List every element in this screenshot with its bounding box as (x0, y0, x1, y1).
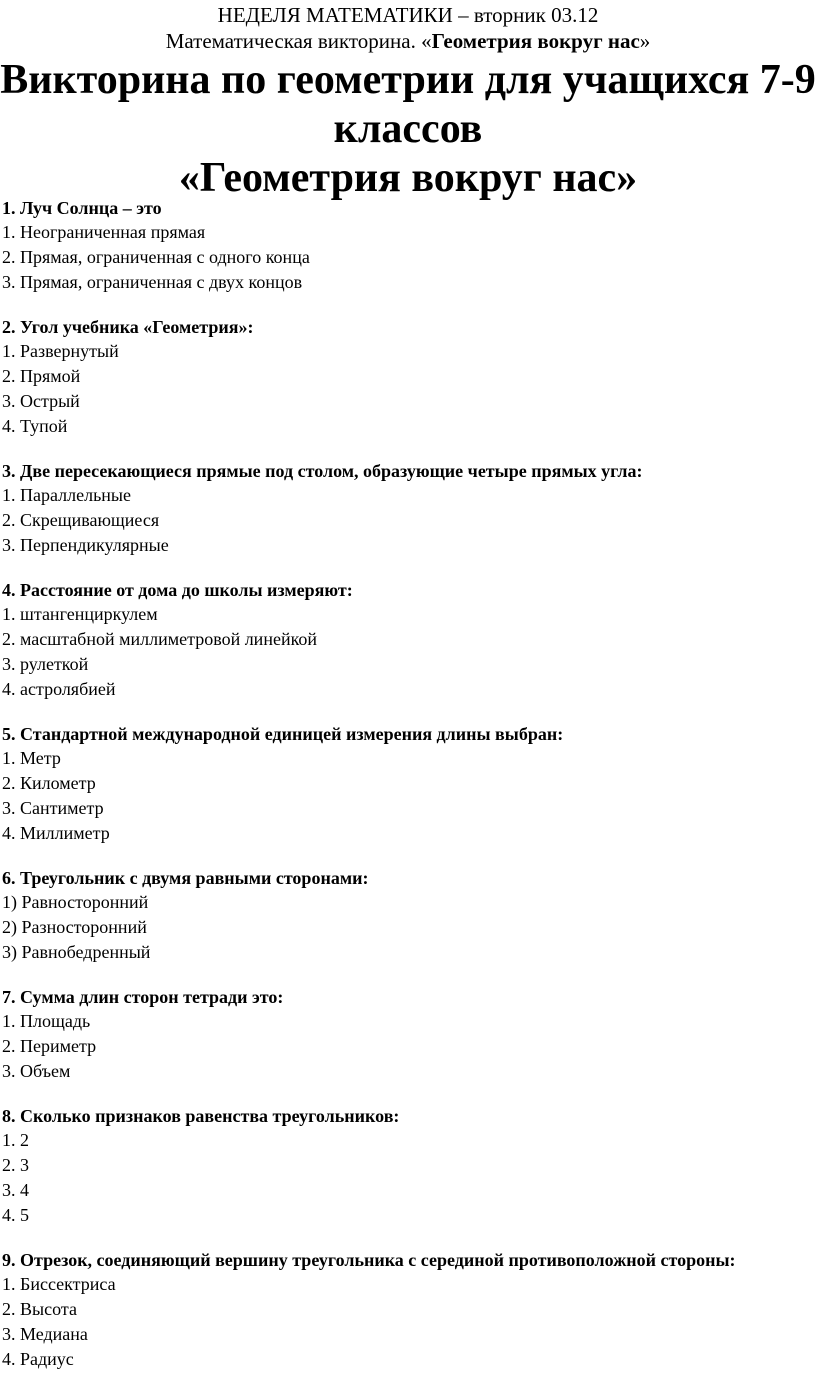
header-line-2 (0, 28, 816, 54)
answer-option: 4. Радиус (2, 1348, 74, 1369)
title-line-3: «Геометрия вокруг нас» (178, 155, 638, 201)
answer-option: 3. Медиана (2, 1323, 88, 1344)
answer-option: 4. Миллиметр (2, 822, 110, 843)
question-text: 5. Стандартной международной единицей измерения длины выбран: (2, 723, 564, 744)
answer-option: 1. Биссектриса (2, 1274, 116, 1295)
answer-option: 1. Развернутый (2, 341, 119, 362)
question-block (2, 866, 812, 965)
answer-option: 4. Тупой (2, 416, 68, 437)
question-block (2, 1104, 812, 1228)
answer-option: 3. 4 (2, 1179, 29, 1200)
answer-option: 1. штангенциркулем (2, 604, 158, 625)
answer-option: 3. Прямая, ограниченная с двух концов (2, 272, 303, 293)
answer-option: 3. Объем (2, 1060, 71, 1081)
answer-option: 2. Высота (2, 1298, 77, 1319)
title-line-1: Викторина по геометрии для учащихся 7-9 (0, 57, 816, 103)
answer-option: 1. 2 (2, 1130, 29, 1151)
answer-option: 2. масштабной миллиметровой линейкой (2, 629, 318, 650)
question-text: 9. Отрезок, соединяющий вершину треугольника с серединой противоположной стороны: (2, 1249, 736, 1270)
answer-option: 3) Равнобедренный (2, 941, 151, 962)
question-block (2, 722, 812, 846)
answer-option: 3. Сантиметр (2, 797, 104, 818)
page-title (0, 56, 816, 203)
answer-option: 3. Перпендикулярные (2, 535, 169, 556)
answer-option: 1. Параллельные (2, 485, 131, 506)
answer-option: 2. Прямая, ограниченная с одного конца (2, 247, 310, 268)
question-text: 8. Сколько признаков равенства треугольников: (2, 1105, 400, 1126)
answer-option: 1. Неограниченная прямая (2, 222, 206, 243)
header-line-1: НЕДЕЛЯ МАТЕМАТИКИ – вторник 03.12 (217, 3, 599, 27)
answer-option: 3. Острый (2, 391, 80, 412)
answer-option: 2. Километр (2, 773, 96, 794)
question-block (2, 578, 812, 702)
answer-option: 2. Периметр (2, 1036, 97, 1057)
header-line-2-prefix: Математическая викторина. « (165, 29, 432, 53)
answer-option: 1. Метр (2, 748, 61, 769)
header-line-2-bold: Геометрия вокруг нас (431, 29, 640, 53)
title-line-2: классов (333, 106, 483, 152)
question-block (2, 1248, 812, 1372)
answer-option: 1) Равносторонний (2, 892, 149, 913)
answer-option: 2) Разносторонний (2, 917, 147, 937)
question-block (2, 985, 812, 1084)
answer-option: 4. 5 (2, 1204, 29, 1225)
question-text: 4. Расстояние от дома до школы измеряют: (2, 579, 353, 600)
answer-option: 1. Площадь (2, 1011, 91, 1032)
answer-option: 2. 3 (2, 1155, 29, 1176)
question-text: 6. Треугольник с двумя равными сторонами: (2, 867, 369, 888)
question-block (2, 196, 812, 295)
question-block (2, 459, 812, 558)
answer-option: 2. Прямой (2, 366, 81, 387)
question-text: 7. Сумма длин сторон тетради это: (2, 986, 284, 1007)
question-text: 3. Две пересекающиеся прямые под столом, образующие четыре прямых угла: (2, 460, 643, 481)
answer-option: 3. рулеткой (2, 654, 89, 675)
question-list (2, 196, 812, 1392)
question-text: 1. Луч Солнца – это (2, 198, 162, 218)
header-line-2-suffix: » (639, 29, 651, 53)
question-text: 2. Угол учебника «Геометрия»: (2, 317, 254, 338)
answer-option: 2. Скрещивающиеся (2, 510, 160, 531)
question-block (2, 315, 812, 439)
answer-option: 4. астролябией (2, 678, 116, 699)
